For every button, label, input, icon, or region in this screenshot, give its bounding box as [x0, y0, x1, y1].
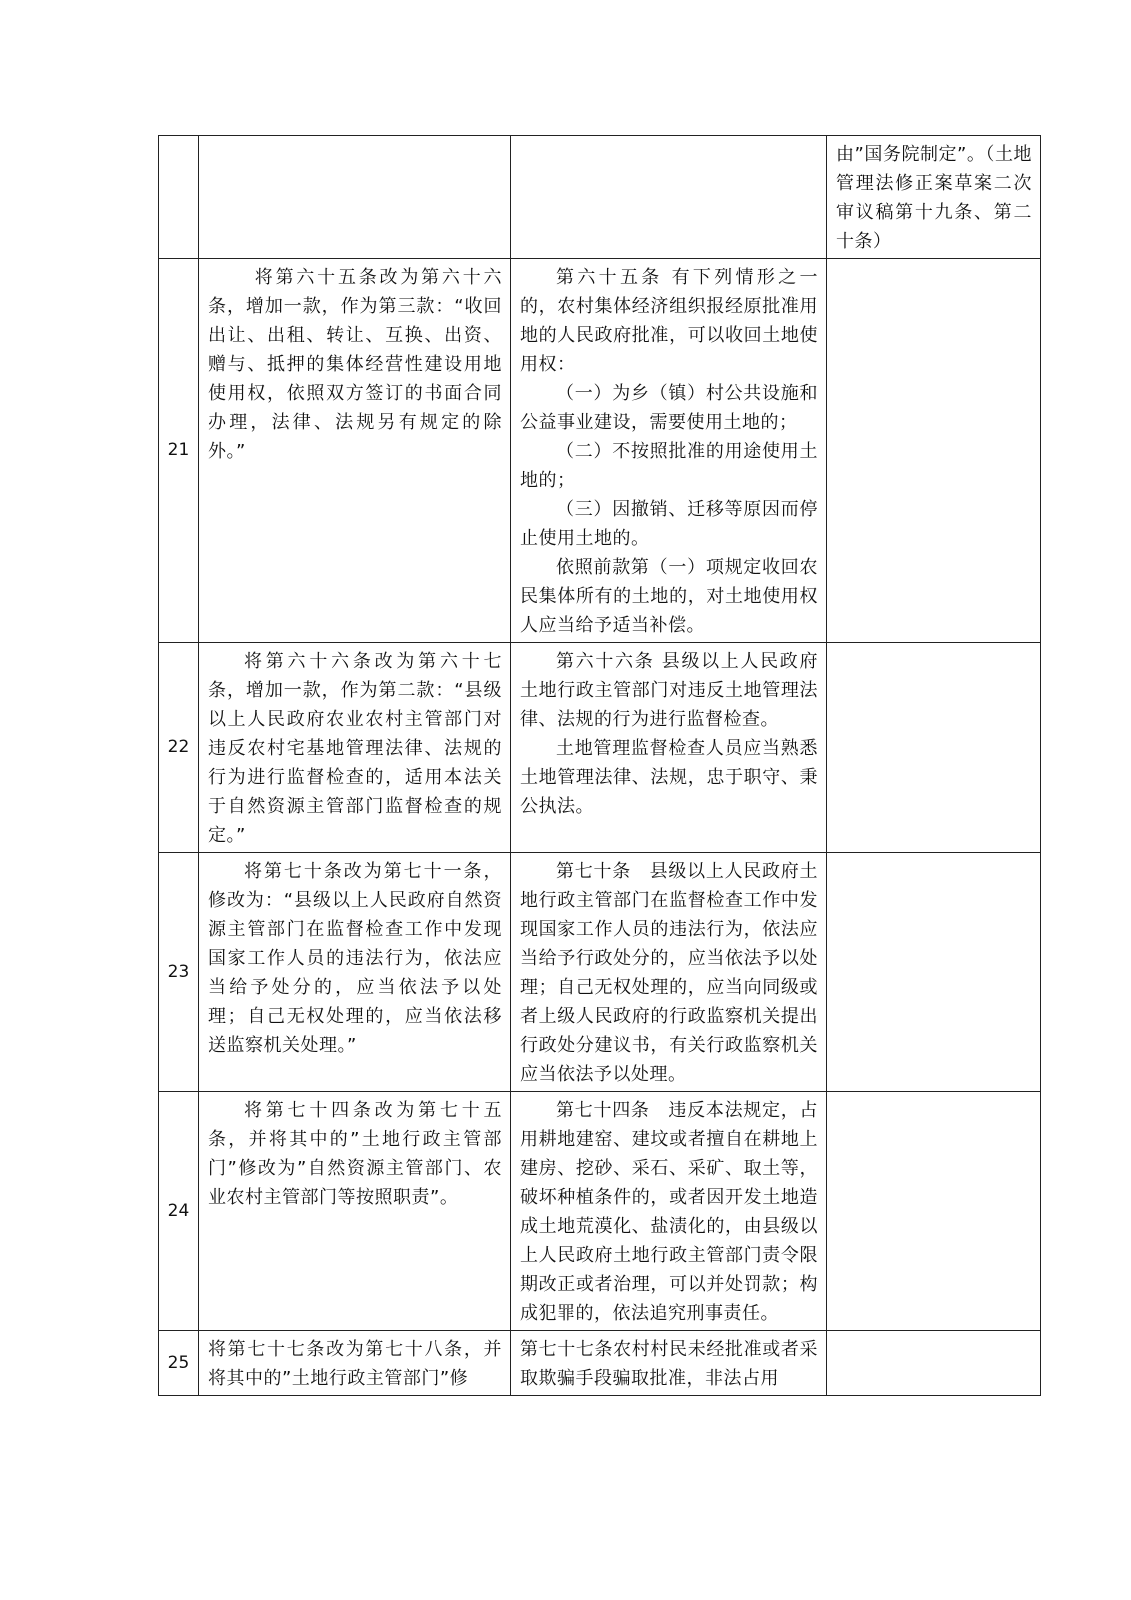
note-paragraph: 由”国务院制定”。（土地管理法修正案草案二次审议稿第十九条、第二十条）	[836, 144, 1032, 252]
original-paragraph: 土地管理监督检查人员应当熟悉土地管理法律、法规，忠于职守、秉公执法。	[520, 738, 818, 817]
note-cell	[827, 1092, 1041, 1331]
original-text-cell	[511, 259, 827, 643]
original-paragraph: 依照前款第（一）项规定收回农民集体所有的土地的，对土地使用权人应当给予适当补偿。	[520, 557, 818, 636]
original-paragraph: （一）为乡（镇）村公共设施和公益事业建设，需要使用土地的；	[520, 383, 818, 433]
table-row	[159, 853, 1041, 1092]
revision-cell	[199, 1331, 511, 1396]
original-text-cell	[511, 1092, 827, 1331]
row-number: 24	[159, 1092, 199, 1331]
row-number: 23	[159, 853, 199, 1092]
original-text-cell	[511, 1331, 827, 1396]
revision-cell	[199, 259, 511, 643]
note-cell	[827, 136, 1041, 259]
row-number: 21	[159, 259, 199, 643]
revision-paragraph: 将第六十六条改为第六十七条，增加一款，作为第二款：“县级以上人民政府农业农村主管部门对违反农村宅基地管理法律、法规的行为进行监督检查的，适用本法关于自然资源主管部门监督检查的规定。”	[208, 651, 502, 846]
row-number	[159, 136, 199, 259]
note-cell	[827, 853, 1041, 1092]
original-paragraph: 第七十四条 违反本法规定，占用耕地建窑、建坟或者擅自在耕地上建房、挖砂、采石、采矿、取土等，破坏种植条件的，或者因开发土地造成土地荒漠化、盐渍化的，由县级以上人民政府土地行政主管部门责令限期改正或者治理，可以并处罚款；构成犯罪的，依法追究刑事责任。	[520, 1100, 818, 1324]
original-paragraph: （三）因撤销、迁移等原因而停止使用土地的。	[520, 499, 818, 549]
revision-paragraph: 将第七十四条改为第七十五条，并将其中的”土地行政主管部门”修改为”自然资源主管部门、农业农村主管部门等按照职责”。	[208, 1100, 502, 1208]
original-paragraph: 第六十五条 有下列情形之一的，农村集体经济组织报经原批准用地的人民政府批准，可以收回土地使用权：	[520, 267, 818, 375]
original-paragraph: （二）不按照批准的用途使用土地的；	[520, 441, 818, 491]
note-cell	[827, 1331, 1041, 1396]
revision-cell	[199, 853, 511, 1092]
revision-cell	[199, 1092, 511, 1331]
original-text-cell	[511, 853, 827, 1092]
comparison-table	[158, 135, 1041, 1396]
note-cell	[827, 259, 1041, 643]
revision-paragraph: 将第六十五条改为第六十六条，增加一款，作为第三款：“收回出让、出租、转让、互换、出资、赠与、抵押的集体经营性建设用地使用权，依照双方签订的书面合同办理，法律、法规另有规定的除外。”	[208, 267, 502, 462]
table-row	[159, 1331, 1041, 1396]
original-paragraph: 第六十六条 县级以上人民政府土地行政主管部门对违反土地管理法律、法规的行为进行监督检查。	[520, 651, 818, 730]
table-row	[159, 136, 1041, 259]
original-text-cell	[511, 136, 827, 259]
row-number: 25	[159, 1331, 199, 1396]
original-text-cell	[511, 643, 827, 853]
note-cell	[827, 643, 1041, 853]
original-paragraph: 第七十七条农村村民未经批准或者采取欺骗手段骗取批准，非法占用	[520, 1339, 818, 1389]
revision-paragraph: 将第七十七条改为第七十八条，并将其中的”土地行政主管部门”修	[208, 1339, 502, 1389]
table-row	[159, 643, 1041, 853]
table-row	[159, 1092, 1041, 1331]
revision-paragraph: 将第七十条改为第七十一条，修改为：“县级以上人民政府自然资源主管部门在监督检查工作中发现国家工作人员的违法行为，依法应当给予处分的，应当依法予以处理；自己无权处理的，应当依法移送监察机关处理。”	[208, 861, 502, 1056]
revision-cell	[199, 136, 511, 259]
table-row	[159, 259, 1041, 643]
revision-cell	[199, 643, 511, 853]
row-number: 22	[159, 643, 199, 853]
original-paragraph: 第七十条 县级以上人民政府土地行政主管部门在监督检查工作中发现国家工作人员的违法行为，依法应当给予行政处分的，应当依法予以处理；自己无权处理的，应当向同级或者上级人民政府的行政监察机关提出行政处分建议书，有关行政监察机关应当依法予以处理。	[520, 861, 818, 1085]
